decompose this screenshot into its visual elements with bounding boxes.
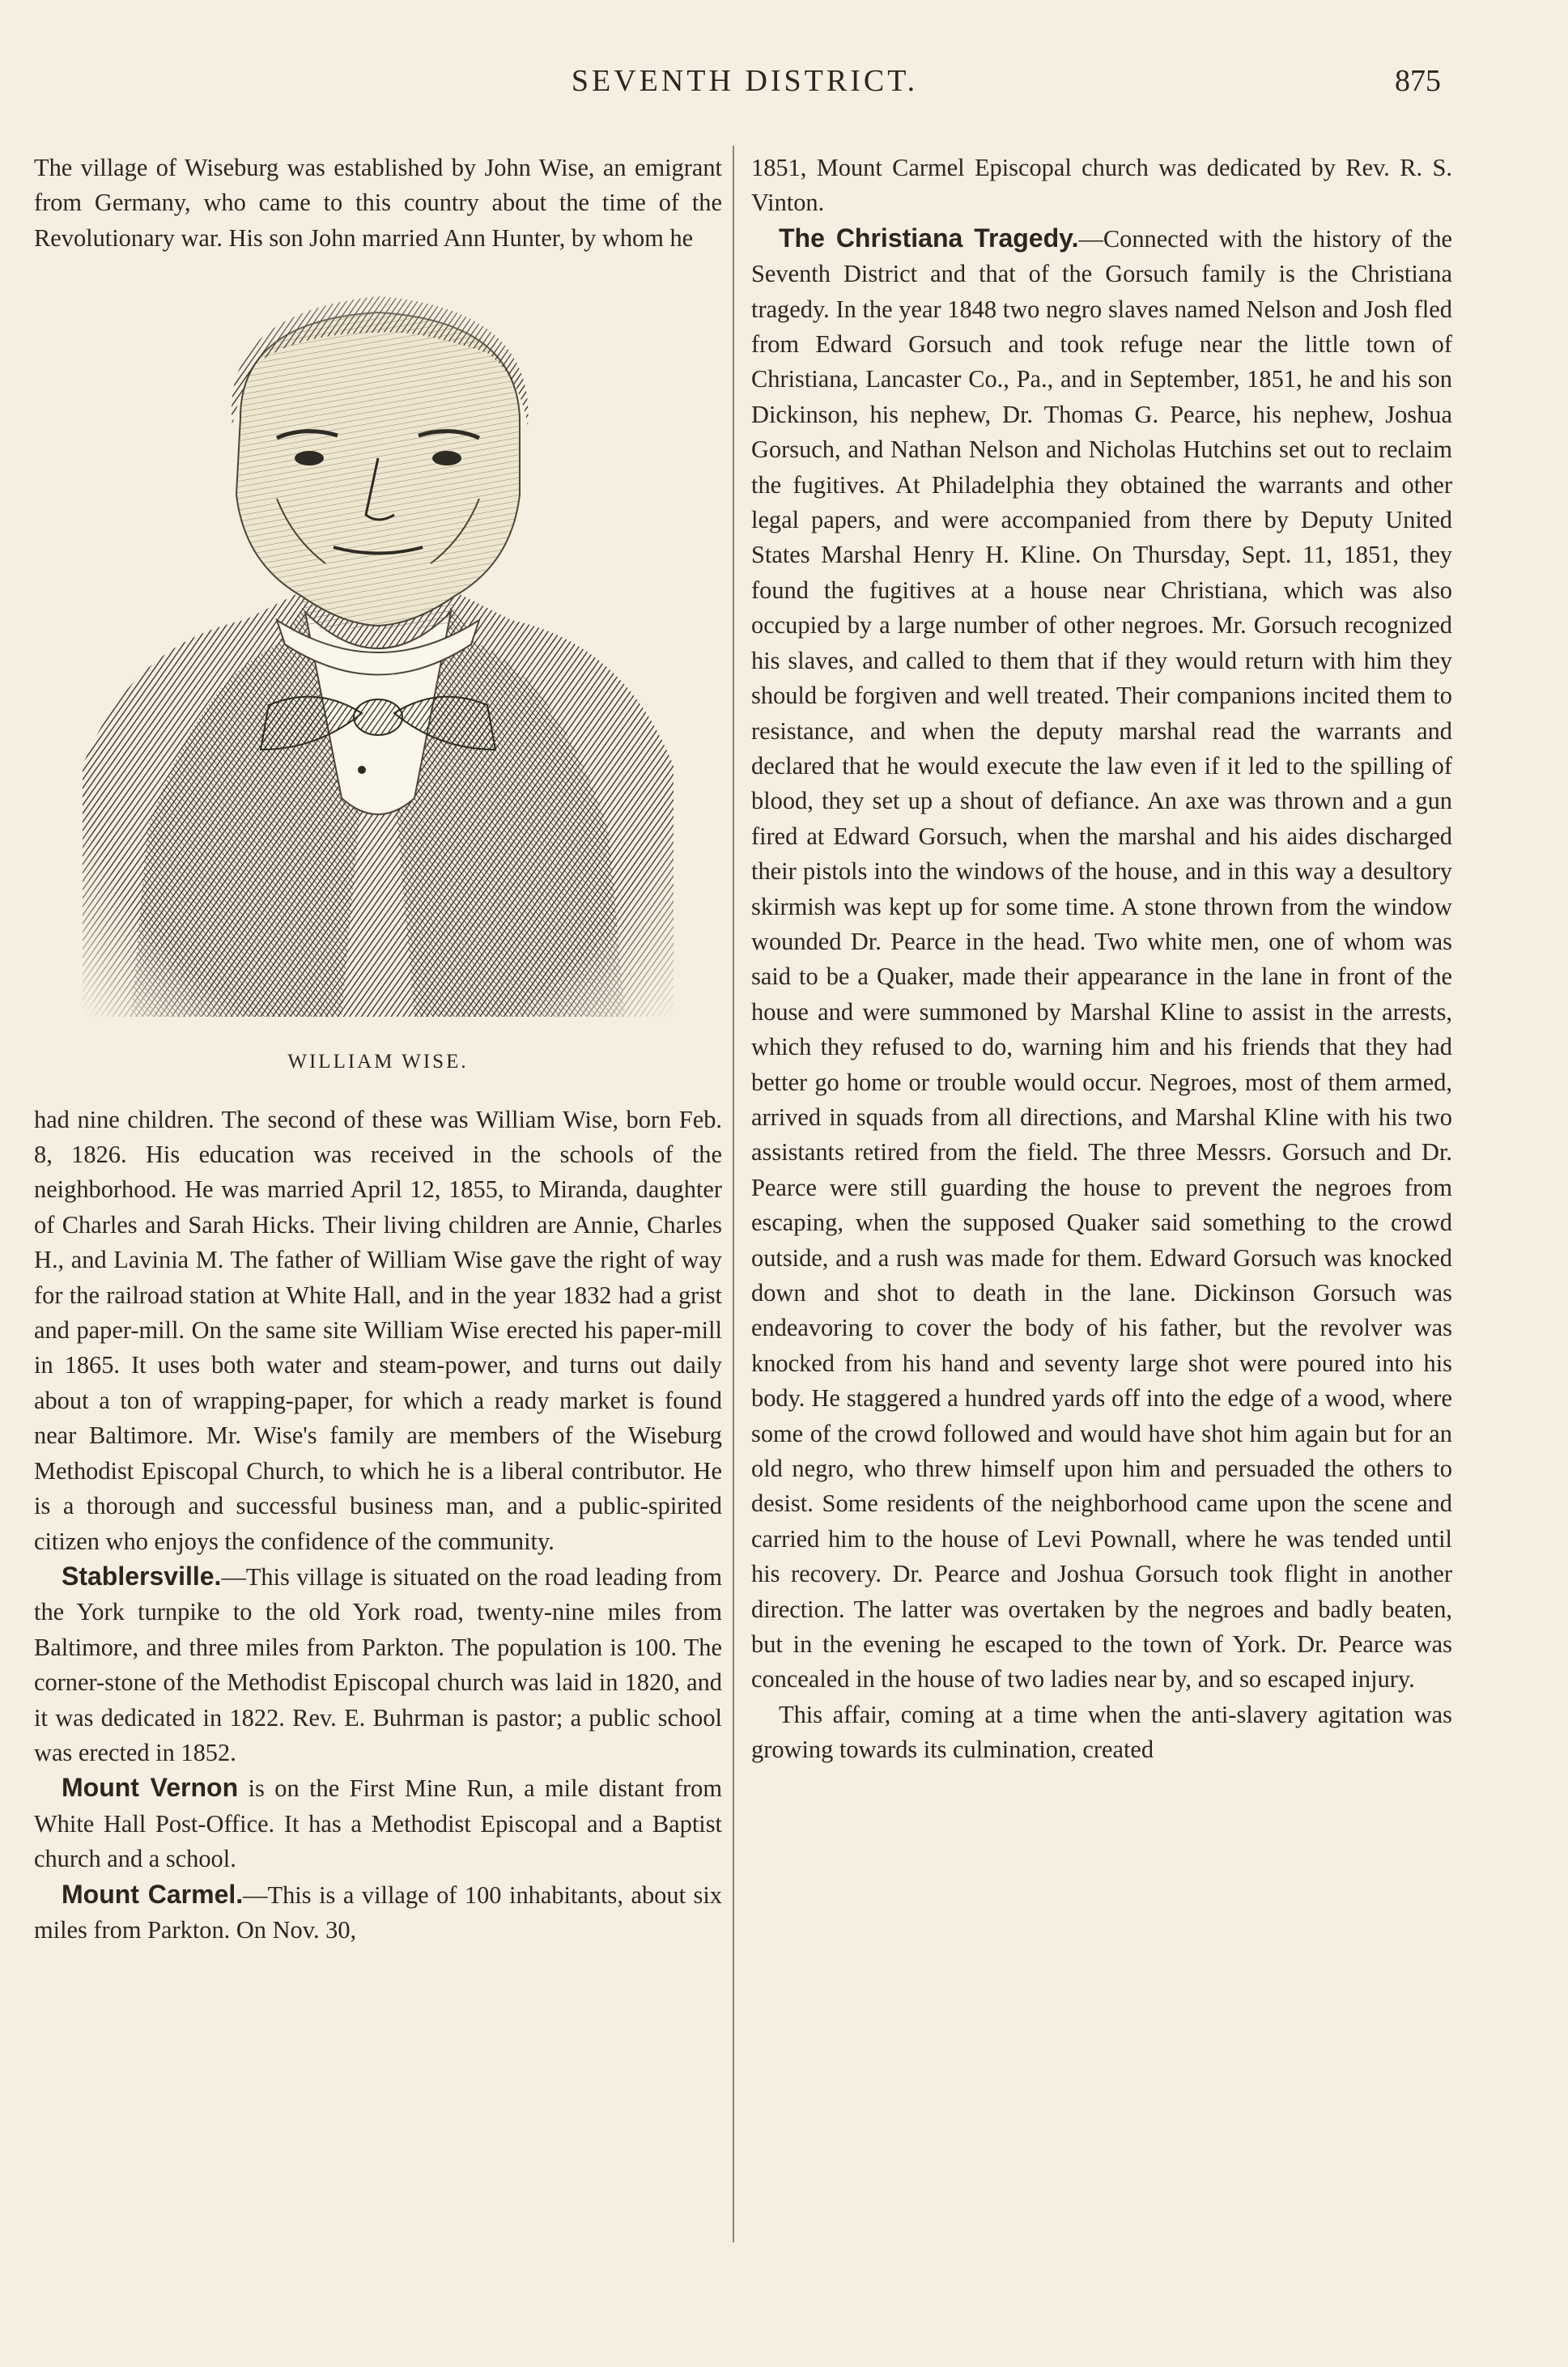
text-stablersville: —This village is situated on the road leading from the York turnpike to the old York road, twenty-nine miles from Baltimore, and three miles from Parkton. The population is 100. The corner-stone of the Methodist Episcopal church was laid in 1820, and it was dedicated in 1822. Rev. E. Buhrman is pastor; a public school was erected in 1852. — [34, 1562, 722, 1766]
paragraph-christiana-tragedy — [751, 221, 1452, 1698]
heading-mount-vernon: Mount Vernon — [62, 1773, 239, 1803]
paragraph-mount-vernon — [34, 1770, 722, 1876]
heading-stablersville: Stablersville. — [62, 1561, 222, 1591]
page-number: 875 — [1395, 64, 1441, 98]
left-column — [34, 151, 722, 2255]
william-wise-portrait — [34, 264, 722, 1039]
paragraph-affair: This affair, coming at a time when the anti-slavery agitation was growing towards its culmination, created — [751, 1700, 1452, 1764]
text-christiana-tragedy: —Connected with the history of the Seventh District and that of the Gorsuch family is the Christiana tragedy. In the year 1848 two negro slaves named Nelson and Josh fled from Edward Gorsuch and took refuge near the little town of Christiana, Lancaster Co., Pa., and in September, 1851, he and his son Dickinson, his nephew, Dr. Thomas G. Pearce, his nephew, Joshua Gorsuch, and Nathan Nelson and Nicholas Hutchins set out to reclaim the fugitives. At Philadelphia they obtained the warrants and other legal papers, and were accompanied from there by Deputy United States Marshal Henry H. Kline. On Thursday, Sept. 11, 1851, they found the fugitives at a house near Christiana, which was also occupied by a large number of other negroes. Mr. Gorsuch recognized his slaves, and called to them that if they would return with him they should be forgiven and well treated. Their companions incited them to resistance, and when the deputy marshal read the warrants and declared that he would execute the law even if it led to the spilling of blood, they set up a shout of defiance. An axe was thrown and a gun fired at Edward Gorsuch, when the marshal and his aides discharged their pistols into the windows of the house, and in this way a desultory skirmish was kept up for some time. A stone thrown from the window wounded Dr. Pearce in the head. Two white men, one of whom was said to be a Quaker, made their appearance in the lane in front of the house and were summoned by Marshal Kline to assist in the arrests, which they refused to do, warning him and his friends that they had better go home or trouble would occur. Negroes, most of them armed, arrived in squads from all directions, and Marshal Kline with his two assistants retired from the field. The three Messrs. Gorsuch and Dr. Pearce were still guarding the house to prevent the negroes from escaping, when the supposed Quaker said something to the crowd outside, and a rush was made for them. Edward Gorsuch was knocked down and shot to death in the lane. Dickinson Gorsuch was endeavoring to cover the body of his father, but the revolver was knocked from his hand and seventy large shot were poured into his body. He staggered a hundred yards off into the edge of a wood, where some of the crowd followed and would have shot him again but for an old negro, who threw himself upon him and persuaded the others to desist. Some residents of the neighborhood came upon the scene and carried him to the house of Levi Pownall, where he was tended until his recovery. Dr. Pearce and Joshua Gorsuch took flight in another direction. The latter was overtaken by the negroes and badly beaten, but in the evening he escaped to the town of York. Dr. Pearce was concealed in the house of two ladies near by, and so escaped injury. — [751, 224, 1452, 1693]
text-mount-vernon: is on the First Mine Run, a mile distant from White Hall Post-Office. It has a Methodist Episcopal and a Baptist church and a school. — [34, 1774, 723, 1873]
running-head — [49, 63, 1441, 112]
portrait-caption: WILLIAM WISE. — [287, 1051, 469, 1073]
right-column — [751, 151, 1452, 2255]
column-divider — [733, 146, 734, 2242]
text-mount-carmel: —This is a village of 100 inhabitants, about six miles from Parkton. On Nov. 30, — [34, 1880, 722, 1944]
paragraph-stablersville — [34, 1559, 722, 1770]
paragraph-mount-carmel — [34, 1877, 722, 1948]
paragraph-mount-carmel-continued: 1851, Mount Carmel Episcopal church was dedicated by Rev. R. S. Vinton. — [751, 154, 1452, 217]
paragraph-william-wise: had nine children. The second of these was William Wise, born Feb. 8, 1826. His education was received in the schools of the neighborhood. He was married April 12, 1855, to Miranda, daughter of Charles and Sarah Hicks. Their living children are Annie, Charles H., and Lavinia M. The father of William Wise gave the right of way for the railroad station at White Hall, and in the year 1832 had a grist and paper-mill. On the same site William Wise erected his paper-mill in 1865. It uses both water and steam-power, and turns out daily about a ton of wrapping-paper, for which a ready market is found near Baltimore. Mr. Wise's family are members of the Wiseburg Methodist Episcopal Church, to which he is a liberal contributor. He is a thorough and successful business man, and a public-spirited citizen who enjoys the confidence of the community. — [34, 1105, 722, 1555]
paragraph-wiseburg-intro: The village of Wiseburg was established by John Wise, an emigrant from Germany, who came to this country about the time of the Revolutionary war. His son John married Ann Hunter, by whom he — [34, 154, 722, 252]
heading-mount-carmel: Mount Carmel. — [62, 1879, 244, 1909]
running-title: SEVENTH DISTRICT. — [571, 64, 919, 98]
heading-christiana-tragedy: The Christiana Tragedy. — [779, 223, 1079, 253]
